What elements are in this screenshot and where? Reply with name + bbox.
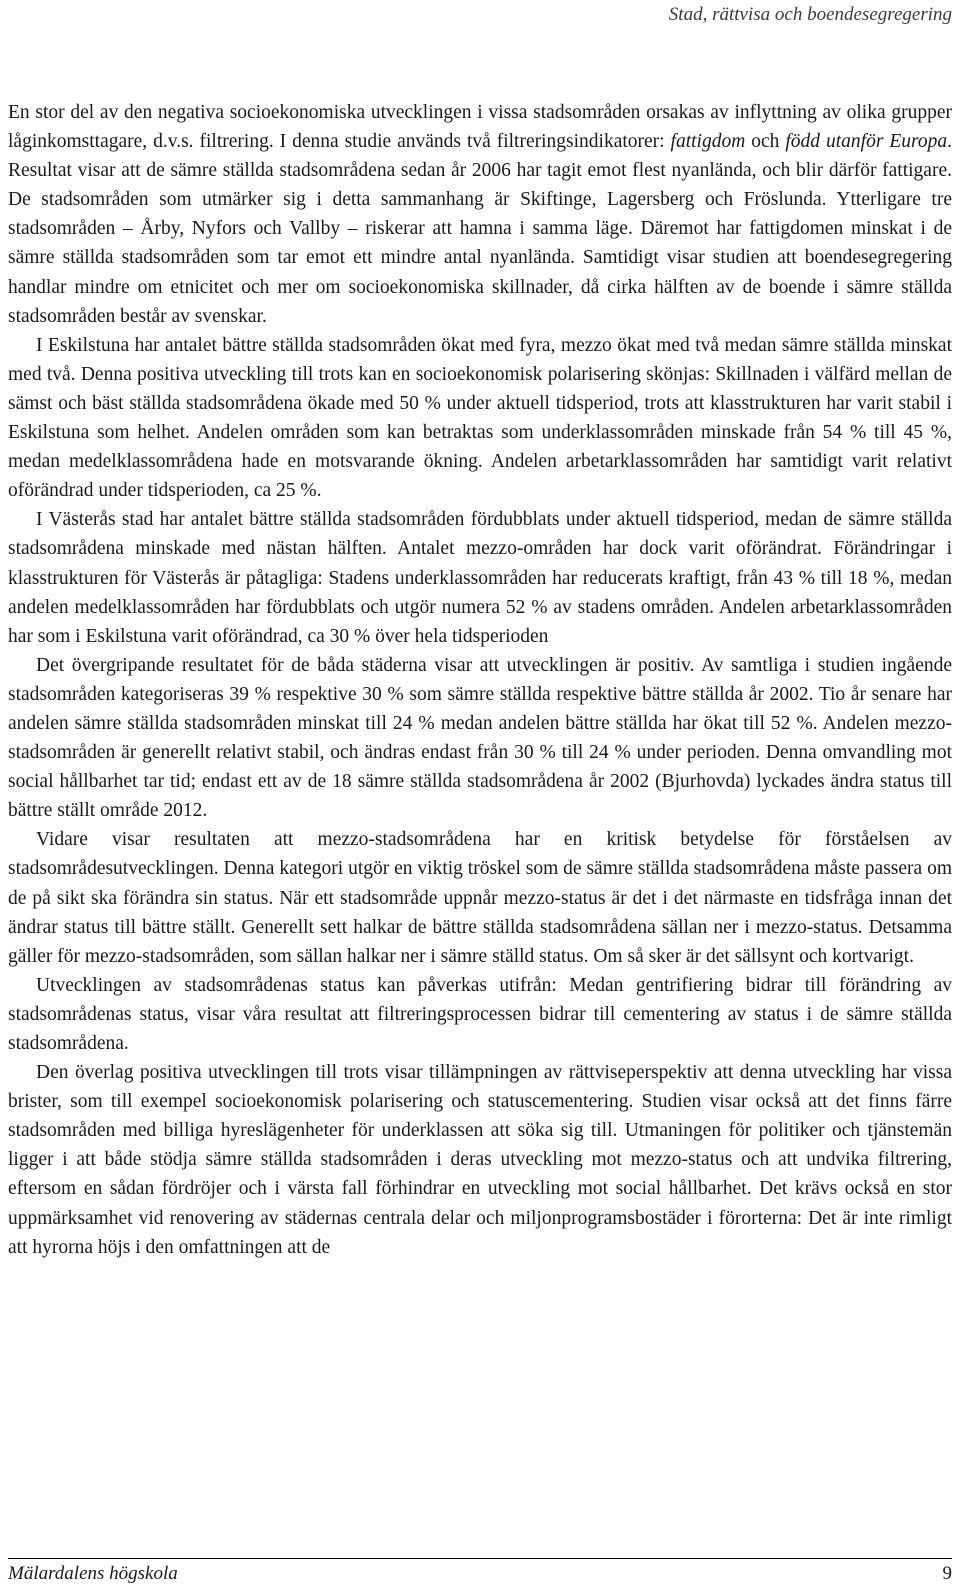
paragraph-1-text-b: och [745,131,786,153]
page-footer [8,1558,952,1589]
footer-institution: Mälardalens högskola [8,1563,178,1584]
term-fodd-utanfor-europa: född utanför Europa [785,131,948,153]
paragraph-6: Utvecklingen av stadsområdenas status kan påverkas utifrån: Medan gentrifiering bidrar till förändring av stadsområdenas status, visar våra resultat att filtreringsprocessen bidrar till cementering av status i de sämre ställda stadsområdena. [8,974,952,1054]
paragraph-1 [8,98,952,331]
paragraph-3: I Västerås stad har antalet bättre ställda stadsområden fördubblats under aktuell tidsperiod, medan de sämre ställda stadsområdena minskade med nästan hälften. Antalet mezzo-områden har dock varit oförändrat. Förändringar i klasstrukturen för Västerås är påtagliga: Stadens underklassområden har reducerats kraftigt, från 43 % till 18 %, medan andelen medelklassområden har fördubblats och utgör numera 52 % av stadens områden. Andelen arbetarklassområden har som i Eskilstuna varit oförändrad, ca 30 % över hela tidsperioden [8,509,952,647]
paragraph-1-text-a: En stor del av den negativa socioekonomiska utvecklingen i vissa stadsområden orsakas av inflyttning av olika grupper låginkomsttagare, d.v.s. filtrering. I denna studie används två filtreringsindikatorer: [8,102,952,153]
paragraph-1-text-c: . Resultat visar att de sämre ställda stadsområdena sedan år 2006 har tagit emot flest nyanlända, och blir därför fattigare. De stadsområden som utmärker sig i detta sammanhang är Skiftinge, Lagersberg och Fröslunda. Ytterligare tre stadsområden – Årby, Nyfors och Vallby – riskerar att hamna i samma läge. Däremot har fattigdomen minskat i de sämre ställda stadsområden som tar emot ett mindre antal nyanlända. Samtidigt visar studien att boendesegregering handlar mindre om etnicitet och mer om socioekonomiska skillnader, då cirka hälften av de boende i sämre ställda stadsområden består av svenskar. [8,131,953,327]
running-header: Stad, rättvisa och boendesegregering [668,4,952,25]
paragraph-2: I Eskilstuna har antalet bättre ställda stadsområden ökat med fyra, mezzo ökat med två medan sämre ställda minskat med två. Denna positiva utveckling till trots kan en socioekonomisk polarisering skönjas: Skillnaden i välfärd mellan de sämst och bäst ställda stadsområdena ökade med 50 % under aktuell tidsperiod, trots att klasstrukturen har varit stabil i Eskilstuna som helhet. Andelen områden som kan betraktas som underklassområden minskade från 54 % till 45 %, medan medelklassområdena hade en motsvarande ökning. Andelen arbetarklassområden har samtidigt varit relativt oförändrad under tidsperioden, ca 25 %. [8,334,952,502]
page-number: 9 [942,1563,952,1584]
term-fattigdom: fattigdom [670,131,746,153]
paragraph-4: Det övergripande resultatet för de båda städerna visar att utvecklingen är positiv. Av samtliga i studien ingående stadsområden kategoriseras 39 % respektive 30 % som sämre ställda respektive bättre ställda år 2002. Tio år senare har andelen sämre ställda stadsområden minskat till 24 % medan andelen bättre ställda har ökat till 52 %. Andelen mezzo-stadsområden är generellt relativt stabil, och ändras endast från 30 % till 24 % under perioden. Denna omvandling mot social hållbarhet tar tid; endast ett av de 18 sämre ställda stadsområdena år 2002 (Bjurhovda) lyckades ändra status till bättre ställt område 2012. [8,654,952,822]
body-text [8,98,952,1262]
paragraph-7: Den överlag positiva utvecklingen till trots visar tillämpningen av rättviseperspektiv att denna utveckling har vissa brister, som till exempel socioekonomisk polarisering och statuscementering. Studien visar också att det finns färre stadsområden med billiga hyreslägenheter för underklassen att söka sig till. Utmaningen för politiker och tjänstemän ligger i att både stödja sämre ställda stadsområden i deras utveckling mot mezzo-status och att undvika filtrering, eftersom en sådan fördröjer och i värsta fall förhindrar en utveckling mot social hållbarhet. Det krävs också en stor uppmärksamhet vid renovering av städernas centrala delar och miljonprogramsbostäder i förorterna: Det är inte rimligt att hyrorna höjs i den omfattningen att de [8,1062,952,1258]
paragraph-5: Vidare visar resultaten att mezzo-stadsområdena har en kritisk betydelse för förståelsen av stadsområdesutvecklingen. Denna kategori utgör en viktig tröskel som de sämre ställda stadsområdena måste passera om de på sikt ska förändra sin status. När ett stadsområde uppnår mezzo-status är det i det närmaste en tidsfråga innan det ändrar status till bättre ställt. Generellt sett halkar de bättre ställda stadsområdena sällan ner i mezzo-status. Detsamma gäller för mezzo-stadsområden, som sällan halkar ner i sämre ställd status. Om så sker är det sällsynt och kortvarigt. [8,829,952,967]
